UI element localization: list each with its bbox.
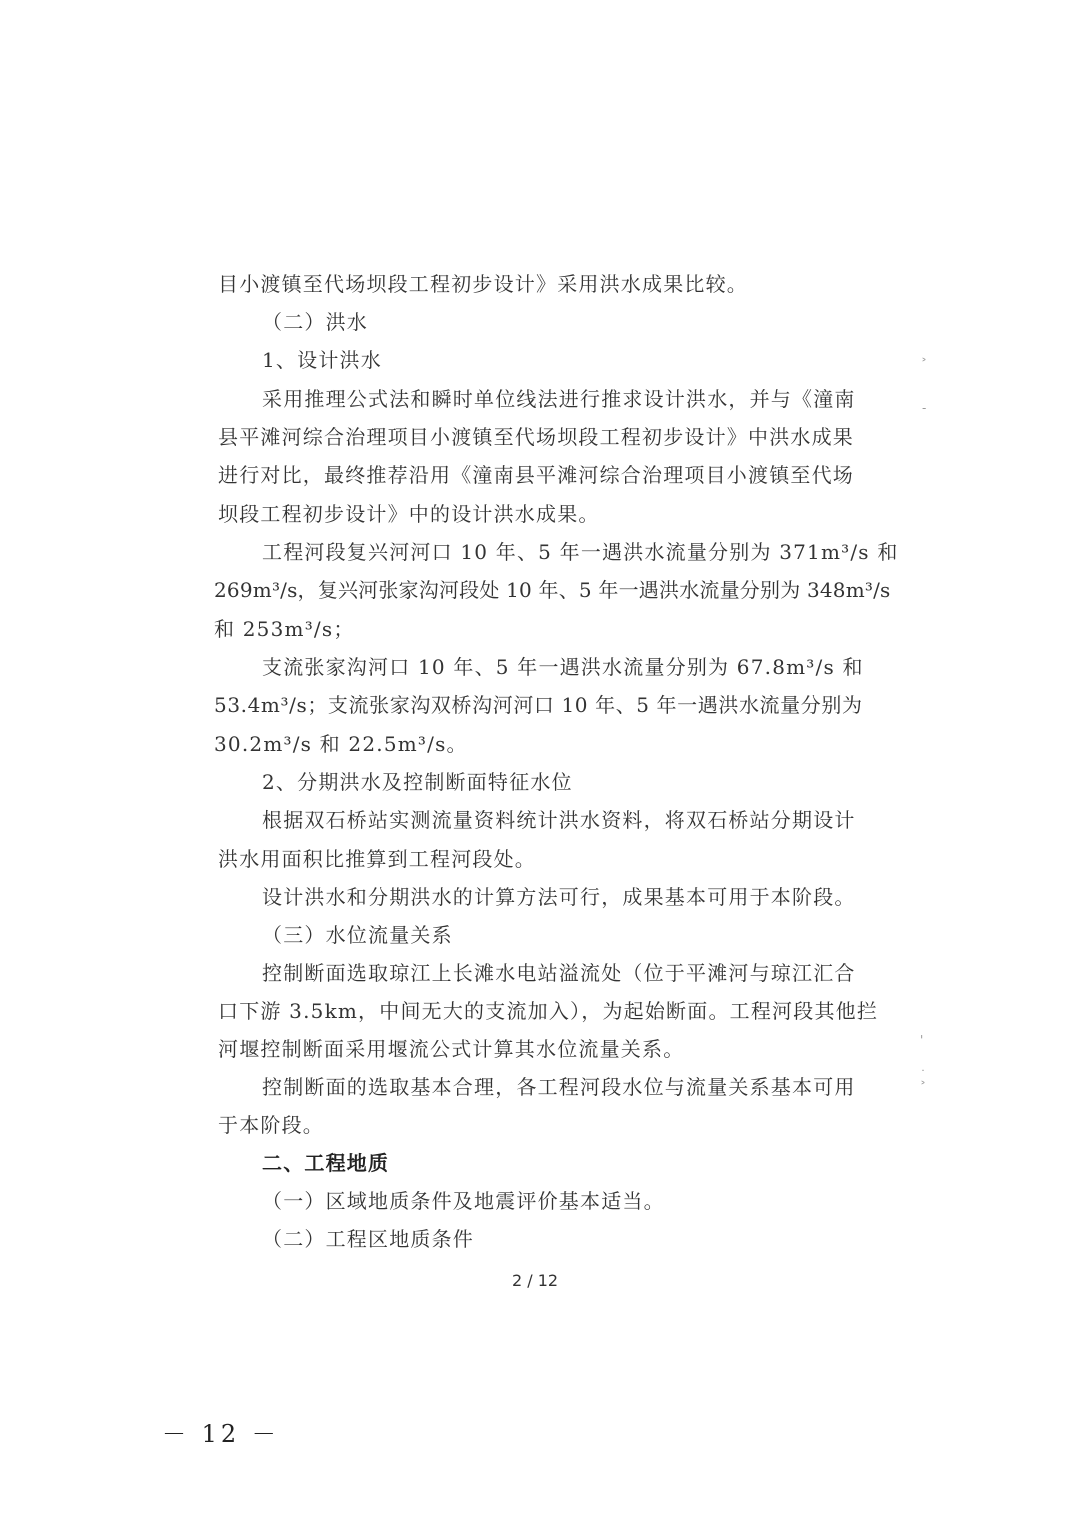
text-line: 洪水用面积比推算到工程河段处。 bbox=[218, 847, 536, 871]
subsection-heading: 1、设计洪水 bbox=[262, 348, 382, 372]
text-line: 口下游 3.5km，中间无大的支流加入），为起始断面。工程河段其他拦 bbox=[218, 999, 879, 1023]
subsection-heading: 2、分期洪水及控制断面特征水位 bbox=[262, 770, 573, 794]
text-line: 工程河段复兴河河口 10 年、5 年一遇洪水流量分别为 371m³/s 和 bbox=[262, 540, 899, 564]
text-line: 于本阶段。 bbox=[218, 1113, 324, 1137]
scan-speck: - bbox=[922, 401, 927, 415]
text-line: 县平滩河综合治理项目小渡镇至代场坝段工程初步设计》中洪水成果 bbox=[218, 425, 854, 449]
text-line: 坝段工程初步设计》中的设计洪水成果。 bbox=[218, 502, 600, 526]
text-line: 河堰控制断面采用堰流公式计算其水位流量关系。 bbox=[218, 1037, 685, 1061]
text-line: 支流张家沟河口 10 年、5 年一遇洪水流量分别为 67.8m³/s 和 bbox=[262, 655, 864, 679]
inner-page-number: 2 / 12 bbox=[512, 1271, 559, 1290]
text-line: 进行对比，最终推荐沿用《潼南县平滩河综合治理项目小渡镇至代场 bbox=[218, 463, 854, 487]
text-line: 设计洪水和分期洪水的计算方法可行，成果基本可用于本阶段。 bbox=[262, 885, 856, 909]
section-subheading: （一）区域地质条件及地震评价基本适当。 bbox=[262, 1189, 665, 1213]
scan-speck: ' bbox=[920, 1033, 924, 1047]
text-line: 目小渡镇至代场坝段工程初步设计》采用洪水成果比较。 bbox=[218, 272, 748, 296]
text-line: 控制断面选取琼江上长滩水电站溢流处（位于平滩河与琼江汇合 bbox=[262, 961, 856, 985]
scan-speck: ˃ bbox=[920, 1080, 926, 1094]
text-line: 30.2m³/s 和 22.5m³/s。 bbox=[214, 732, 468, 756]
text-line: 根据双石桥站实测流量资料统计洪水资料，将双石桥站分期设计 bbox=[262, 808, 856, 832]
scan-speck: ˙ bbox=[920, 1068, 926, 1082]
section-subheading: （三）水位流量关系 bbox=[262, 923, 453, 947]
outer-page-number: － 12 － bbox=[162, 1420, 280, 1448]
text-line: 采用推理公式法和瞬时单位线法进行推求设计洪水，并与《潼南 bbox=[262, 387, 856, 411]
text-line: 控制断面的选取基本合理，各工程河段水位与流量关系基本可用 bbox=[262, 1075, 856, 1099]
text-line: 269m³/s，复兴河张家沟河段处 10 年、5 年一遇洪水流量分别为 348m³/s bbox=[214, 578, 891, 602]
scan-speck: ˃ bbox=[921, 357, 927, 371]
section-subheading: （二）工程区地质条件 bbox=[262, 1227, 474, 1251]
section-heading: 二、工程地质 bbox=[262, 1151, 390, 1175]
text-line: 和 253m³/s； bbox=[214, 617, 355, 641]
section-subheading: （二）洪水 bbox=[262, 310, 368, 334]
text-line: 53.4m³/s；支流张家沟双桥沟河河口 10 年、5 年一遇洪水流量分别为 bbox=[214, 693, 863, 717]
